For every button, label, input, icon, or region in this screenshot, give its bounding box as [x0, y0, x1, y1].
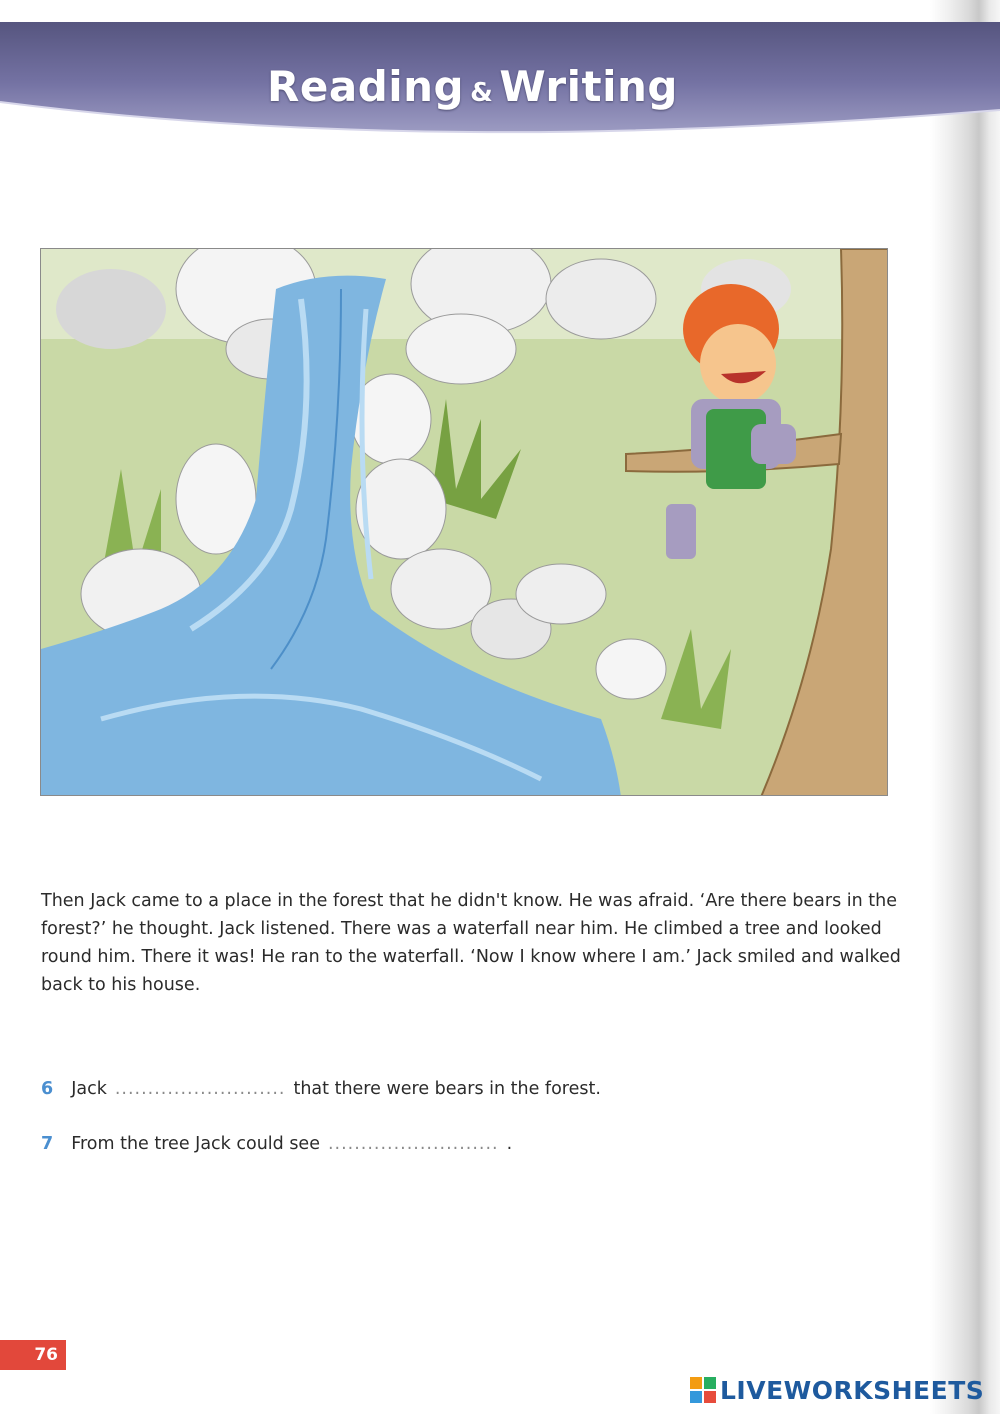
brand-logo — [690, 1374, 984, 1406]
question-number: 7 — [41, 1134, 54, 1154]
story-paragraph: Then Jack came to a place in the forest that he didn't know. He was afraid. ‘Are there bears in the forest?’ he thought. Jack listened. There was a waterfall near him. He climbed a tree and looked round him. There it was! He ran to the waterfall. ‘Now I know where I am.’ Jack smiled and walked back to his house. — [41, 891, 901, 995]
answer-blank-7[interactable]: .......................... — [327, 1134, 499, 1154]
waterfall-forest-scene-icon — [41, 249, 888, 796]
question-7 — [41, 1134, 512, 1154]
question-text-after: that there were bears in the forest. — [293, 1079, 601, 1099]
brand-name: LIVEWORKSHEETS — [720, 1375, 985, 1405]
story-illustration — [40, 248, 888, 796]
page-number: 76 — [0, 1340, 66, 1370]
question-6 — [41, 1079, 601, 1099]
question-number: 6 — [41, 1079, 54, 1099]
answer-blank-6[interactable]: .......................... — [114, 1079, 286, 1099]
section-title: Reading & Writing — [267, 62, 678, 111]
question-text-before: Jack — [71, 1079, 107, 1099]
question-text-after: . — [506, 1134, 513, 1154]
page-edge-shadow — [930, 0, 1000, 1414]
question-text-before: From the tree Jack could see — [71, 1134, 320, 1154]
liveworksheets-logo-icon — [690, 1377, 716, 1403]
